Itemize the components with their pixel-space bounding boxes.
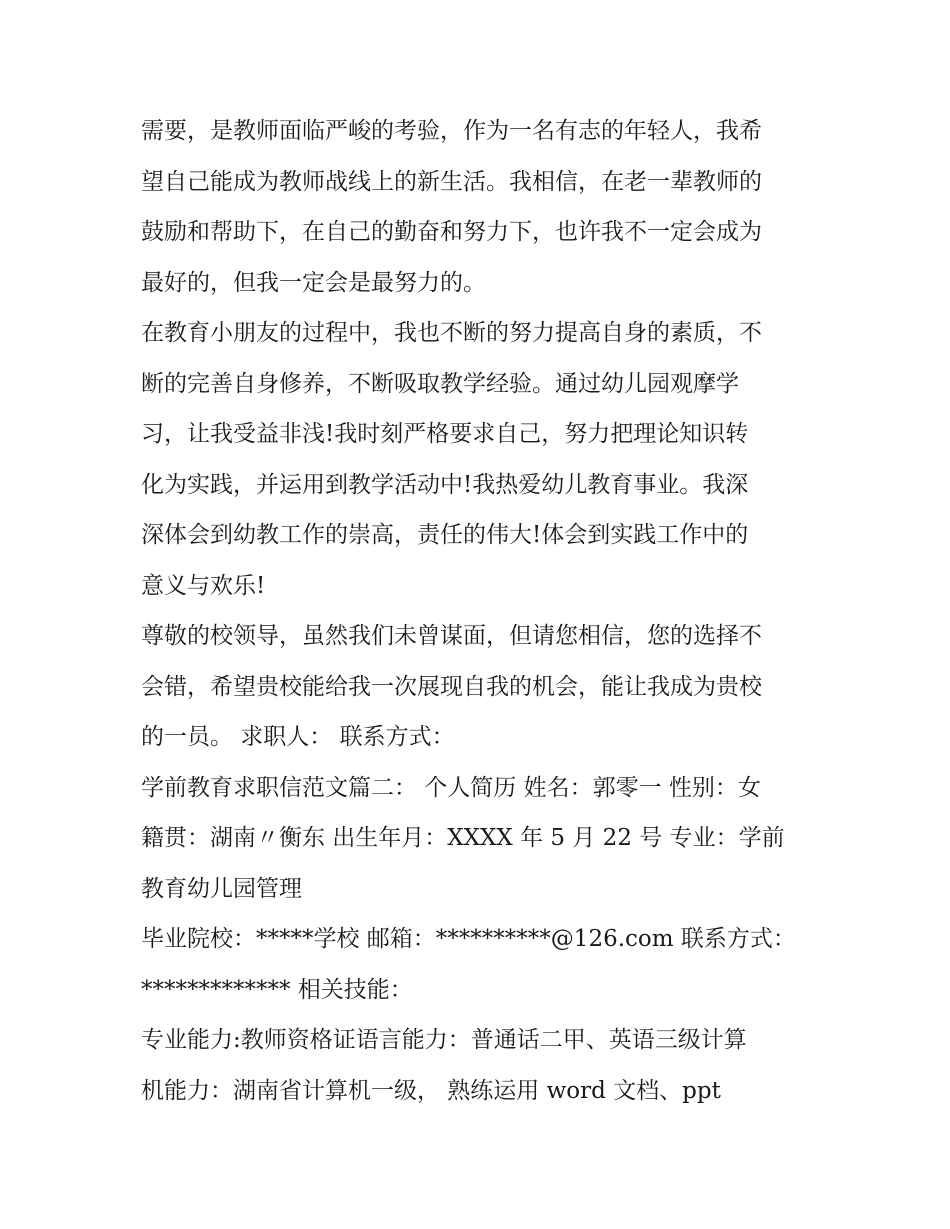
text-line-13: 的一员。 求职人： 联系方式： [141, 724, 455, 750]
text-line-16: 教育幼儿园管理 [141, 875, 302, 902]
text-line-6: 断的完善自身修养，不断吸取教学经验。通过幼儿园观摩学 [141, 370, 739, 397]
text-line-17: 毕业院校：*****学校 邮箱：**********@126.com 联系方式： [141, 926, 796, 952]
text-line-1: 需要，是教师面临严峻的考验，作为一名有志的年轻人，我希 [141, 118, 762, 144]
text-line-5: 在教育小朋友的过程中，我也不断的努力提高自身的素质，不 [141, 320, 762, 346]
text-line-14: 学前教育求职信范文篇二： 个人简历 姓名：郭零一 性别：女 [141, 774, 761, 801]
text-line-12: 会错，希望贵校能给我一次展现自我的机会，能让我成为贵校 [141, 673, 762, 700]
text-line-4: 最好的，但我一定会是最努力的。 [141, 269, 486, 296]
text-line-10: 意义与欢乐! [141, 572, 266, 599]
text-line-19: 专业能力:教师资格证语言能力：普通话二甲、英语三级计算 [141, 1027, 747, 1053]
document-body [141, 106, 816, 1116]
text-line-3: 鼓励和帮助下，在自己的勤奋和努力下，也许我不一定会成为 [141, 219, 762, 245]
text-line-9: 深体会到幼教工作的崇高，责任的伟大!体会到实践工作中的 [141, 522, 749, 548]
text-line-2: 望自己能成为教师战线上的新生活。我相信，在老一辈教师的 [141, 168, 762, 195]
text-line-15: 籍贯：湖南〃衡东 出生年月：XXXX 年 5 月 22 号 专业：学前 [141, 825, 785, 851]
text-line-18: ************* 相关技能： [141, 976, 413, 1003]
text-line-8: 化为实践，并运用到教学活动中!我热爱幼儿教育事业。我深 [141, 471, 749, 498]
text-line-11: 尊敬的校领导，虽然我们未曾谋面，但请您相信，您的选择不 [141, 623, 762, 649]
text-line-7: 习，让我受益非浅!我时刻严格要求自己，努力把理论知识转 [141, 421, 749, 447]
text-line-20: 机能力：湖南省计算机一级， 熟练运用 word 文档、ppt [141, 1077, 721, 1104]
